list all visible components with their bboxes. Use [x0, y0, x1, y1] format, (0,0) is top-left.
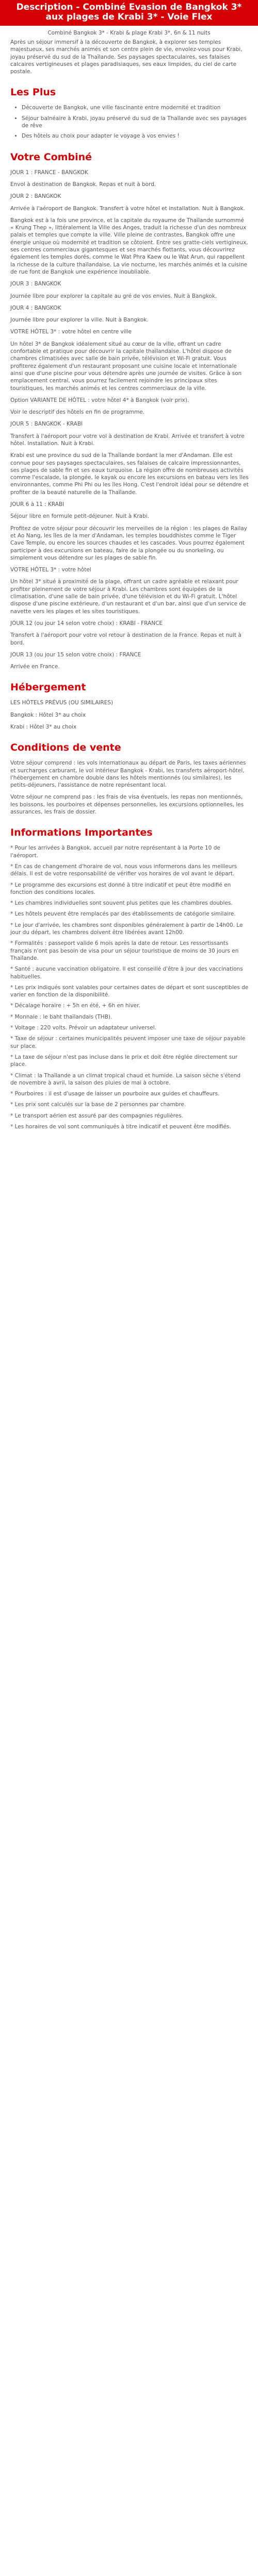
- day-line: JOUR 3 : BANGKOK: [10, 281, 61, 287]
- hotel-line: Krabi : Hôtel 3* au choix: [10, 724, 77, 730]
- section-combine: [10, 169, 249, 671]
- subtitle: Combiné Bangkok 3* - Krabi & plage Krabi 3*, 6n & 11 nuits: [47, 30, 211, 36]
- plus-item: • Séjour balnéaire à Krabi, joyau préservé du sud de la Thaïlande avec ses paysages de rêve: [22, 115, 249, 130]
- info-item: * Taxe de séjour : certaines municipalités peuvent imposer une taxe de séjour payable sur place.: [10, 1036, 246, 1049]
- info-item: * Pour les arrivées à Bangkok, accueil par notre représentant à la Porte 10 de l'aéroport.: [10, 845, 220, 859]
- section-title: Votre Combiné: [10, 151, 92, 163]
- conditions-excluded: Votre séjour ne comprend pas : les frais de visa éventuels, les repas non mentionnés, les boissons, les pourboires et dépenses personnelles, les excursions optionnelles, les assurances, les frais de dossier.: [10, 794, 244, 816]
- info-item: * Le transport aérien est assuré par des compagnies régulières.: [10, 1112, 184, 1119]
- day-line: JOUR 5 : BANGKOK - KRABI: [10, 421, 83, 428]
- info-item: * Les chambres individuelles sont souvent plus petites que les chambres doubles.: [10, 900, 233, 907]
- city-desc: Krabi est une province du sud de la Thaïlande bordant la mer d'Andaman. Elle est connue pour ses paysages spectaculaires, ses falaises de calcaire impressionnantes, ses plages de sable fin et ses eaux turquoise. La région offre de nombreuses activités comme l'escalade, la plongée, le kayak ou encore les excursions en bateau vers les îles environnantes, comme Phi Phi ou les îles Hong. C'est l'endroit idéal pour se détendre et profiter de la beauté naturelle de la Thaïlande.: [10, 452, 249, 496]
- info-item: * Formalités : passeport valide 6 mois après la date de retour. Les ressortissants français n'ont pas besoin de visa pour un séjour touristique de moins de 30 jours en Thaïlande.: [10, 940, 239, 961]
- intro-text: Après un séjour immersif à la découverte de Bangkok, à explorer ses temples majestueux, ses marchés animés et son centre plein de vie, envolez-vous pour Krabi, joyau préservé du sud de la Thaïlande. Ses paysages spectaculaires, ses falaises calcaires vertigineuses et plages paradisiaques, ses eaux limpides, du ciel de carte postale.: [10, 39, 243, 75]
- info-section: [10, 844, 249, 1130]
- hotel-title: VOTRE HÔTEL 3* : votre hôtel: [10, 567, 91, 573]
- info-item: * Les prix indiqués sont valables pour certaines dates de départ et sont susceptibles de varier en fonction de la disponibilité.: [10, 984, 249, 998]
- plus-item: • Des hôtels au choix pour adapter le voyage à vos envies !: [22, 132, 249, 140]
- day-line: JOUR 6 à 11 : KRABI: [10, 501, 64, 508]
- main-content: [0, 39, 258, 1130]
- conditions-title: Conditions de vente: [10, 742, 121, 754]
- hotel-note: Voir le descriptif des hôtels en fin de programme.: [10, 409, 145, 416]
- hotels-heading: LES HÔTELS PRÉVUS (OU SIMILAIRES): [10, 700, 114, 706]
- conditions-included: Votre séjour comprend : les vols internationaux au départ de Paris, les taxes aériennes et surcharges carburant, le vol intérieur Bangkok - Krabi, les transferts aéroport-hôtel, l'hébergement en chambre double dans les hôtels mentionnés (ou similaires), les petits-déjeuners, l'assistance de notre représentant local.: [10, 760, 246, 789]
- day-line: JOUR 12 (ou jour 14 selon votre choix) : KRABI - FRANCE: [10, 620, 163, 626]
- city-desc: Bangkok est à la fois une province, et la capitale du royaume de Thaïlande surnommé « Krung Thep », littéralement la Ville des Anges, traduit la richesse d'un des nombreux palais et temples que compte la ville. Ville pleine de contrastes, Bangkok offre une énergie unique où modernité et tradition se côtoient. Entre ses gratte-ciels vertigineux, ses centres commerciaux gigantesques et ses marchés flottants, vous découvrirez également les temples dorés, comme le Wat Phra Kaew ou le Wat Arun, qui rappellent la richesse de la culture thaïlandaise. La vie nocturne, les marchés animés et la cuisine de rue font de Bangkok une expérience inoubliable.: [10, 217, 248, 275]
- info-title: Informations Importantes: [10, 827, 153, 839]
- plus-title: Les Plus: [10, 87, 56, 98]
- hebergement-title: Hébergement: [10, 682, 86, 693]
- info-item: * Le programme des excursions est donné à titre indicatif et peut être modifié en fonction des conditions locales.: [10, 882, 231, 895]
- info-item: * Voltage : 220 volts. Prévoir un adaptateur universel.: [10, 1025, 156, 1031]
- info-item: * Pourboires : il est d'usage de laisser un pourboire aux guides et chauffeurs.: [10, 1091, 220, 1097]
- info-item: * Les prix sont calculés sur la base de 2 personnes par chambre.: [10, 1101, 186, 1108]
- info-item: * Santé : aucune vaccination obligatoire. Il est conseillé d'être à jour des vaccinations habituelles.: [10, 966, 243, 980]
- info-item: * Monnaie : le baht thaïlandais (THB).: [10, 1013, 112, 1020]
- title-banner: [0, 0, 258, 26]
- day-line: JOUR 13 (ou jour 15 selon votre choix) : FRANCE: [10, 651, 141, 658]
- hotel-title: VOTRE HÔTEL 3* : votre hôtel en centre ville: [10, 329, 132, 335]
- plus-item: • Découverte de Bangkok, une ville fascinante entre modernité et tradition: [22, 104, 249, 111]
- day-desc: Journée libre pour explorer la capitale au gré de vos envies. Nuit à Bangkok.: [10, 293, 217, 299]
- day-desc: Transfert à l'aéroport pour votre vol retour à destination de la France. Repas et nuit à bord.: [10, 632, 241, 646]
- info-item: * Climat : la Thaïlande a un climat tropical chaud et humide. La saison sèche s'étend de novembre à avril, la saison des pluies de mai à octobre.: [10, 1072, 241, 1086]
- info-item: * La taxe de séjour n'est pas incluse dans le prix et doit être réglée directement sur place.: [10, 1054, 238, 1068]
- hotel-desc: Un hôtel 3* situé à proximité de la plage, offrant un cadre agréable et relaxant pour profiter pleinement de votre séjour à Krabi. Les chambres sont équipées de la climatisation, d'une salle de bain privée, d'une télévision et du Wi-Fi gratuit. L'hôtel dispose d'une piscine extérieure, d'un restaurant et d'un bar, ainsi que d'un service de navette vers les plages et les sites touristiques.: [10, 579, 246, 615]
- info-item: * Décalage horaire : + 5h en été, + 6h en hiver.: [10, 1003, 140, 1009]
- page-title: Description - Combiné Evasion de Bangkok 3* aux plages de Krabi 3* - Voie Flex: [16, 2, 242, 22]
- info-item: * Le jour d'arrivée, les chambres sont disponibles généralement à partir de 14h00. Le jour du départ, les chambres doivent être libérées avant 12h00.: [10, 922, 243, 936]
- hotel-desc: Un hôtel 3* de Bangkok idéalement situé au cœur de la ville, offrant un cadre confortable et pratique pour découvrir la capitale thaïlandaise. L'hôtel dispose de chambres climatisées avec salle de bain privée, télévision et Wi-Fi gratuit. Vous profiterez également d'un restaurant proposant une cuisine locale et internationale ainsi que d'une piscine pour vous détendre après une journée de visites. Grâce à son emplacement central, vous pourrez facilement rejoindre les principaux sites touristiques, les marchés animés et les centres commerciaux de la ville.: [10, 341, 242, 392]
- day-desc: Arrivée en France.: [10, 664, 60, 670]
- day-desc: Journée libre pour explorer la ville. Nuit à Bangkok.: [10, 317, 149, 324]
- day-desc: Transfert à l'aéroport pour votre vol à destination de Krabi. Arrivée et transfert à votre hôtel. Installation. Nuit à Krabi.: [10, 433, 245, 447]
- info-item: * Les hôtels peuvent être remplacés par des établissements de catégorie similaire.: [10, 911, 236, 918]
- day-desc: Arrivée à l'aéroport de Bangkok. Transfert à votre hôtel et installation. Nuit à Bangkok.: [10, 205, 245, 212]
- hotel-option: Option VARIANTE DE HÔTEL : votre hôtel 4* à Bangkok (voir prix).: [10, 397, 189, 403]
- day-desc: Envol à destination de Bangkok. Repas et nuit à bord.: [10, 181, 156, 188]
- day-desc: Séjour libre en formule petit-déjeuner. Nuit à Krabi.: [10, 513, 150, 520]
- day-line: JOUR 4 : BANGKOK: [10, 304, 61, 311]
- activities-desc: Profitez de votre séjour pour découvrir les merveilles de la région : les plages de Railay et Ao Nang, les îles de la mer d'Andaman, les temples bouddhistes comme le Tiger Cave Temple, ou encore les sources chaudes et les cascades. Vous pourrez également participer à des excursions en bateau, faire de la plongée ou du snorkeling, ou simplement vous détendre sur les plages de sable fin.: [10, 525, 247, 561]
- plus-list: [10, 104, 249, 140]
- conditions-section: [10, 759, 249, 816]
- info-item: * Les horaires de vol sont communiqués à titre indicatif et peuvent être modifiés.: [10, 1123, 231, 1130]
- info-item: * En cas de changement d'horaire de vol, nous vous informerons dans les meilleurs délais. Il est de votre responsabilité de vérifier vos horaires de vol avant le départ.: [10, 863, 237, 877]
- day-line: JOUR 2 : BANGKOK: [10, 193, 61, 200]
- hebergement-section: [10, 699, 249, 731]
- day-line: JOUR 1 : FRANCE - BANGKOK: [10, 169, 88, 176]
- hotel-line: Bangkok : Hôtel 3* au choix: [10, 711, 86, 718]
